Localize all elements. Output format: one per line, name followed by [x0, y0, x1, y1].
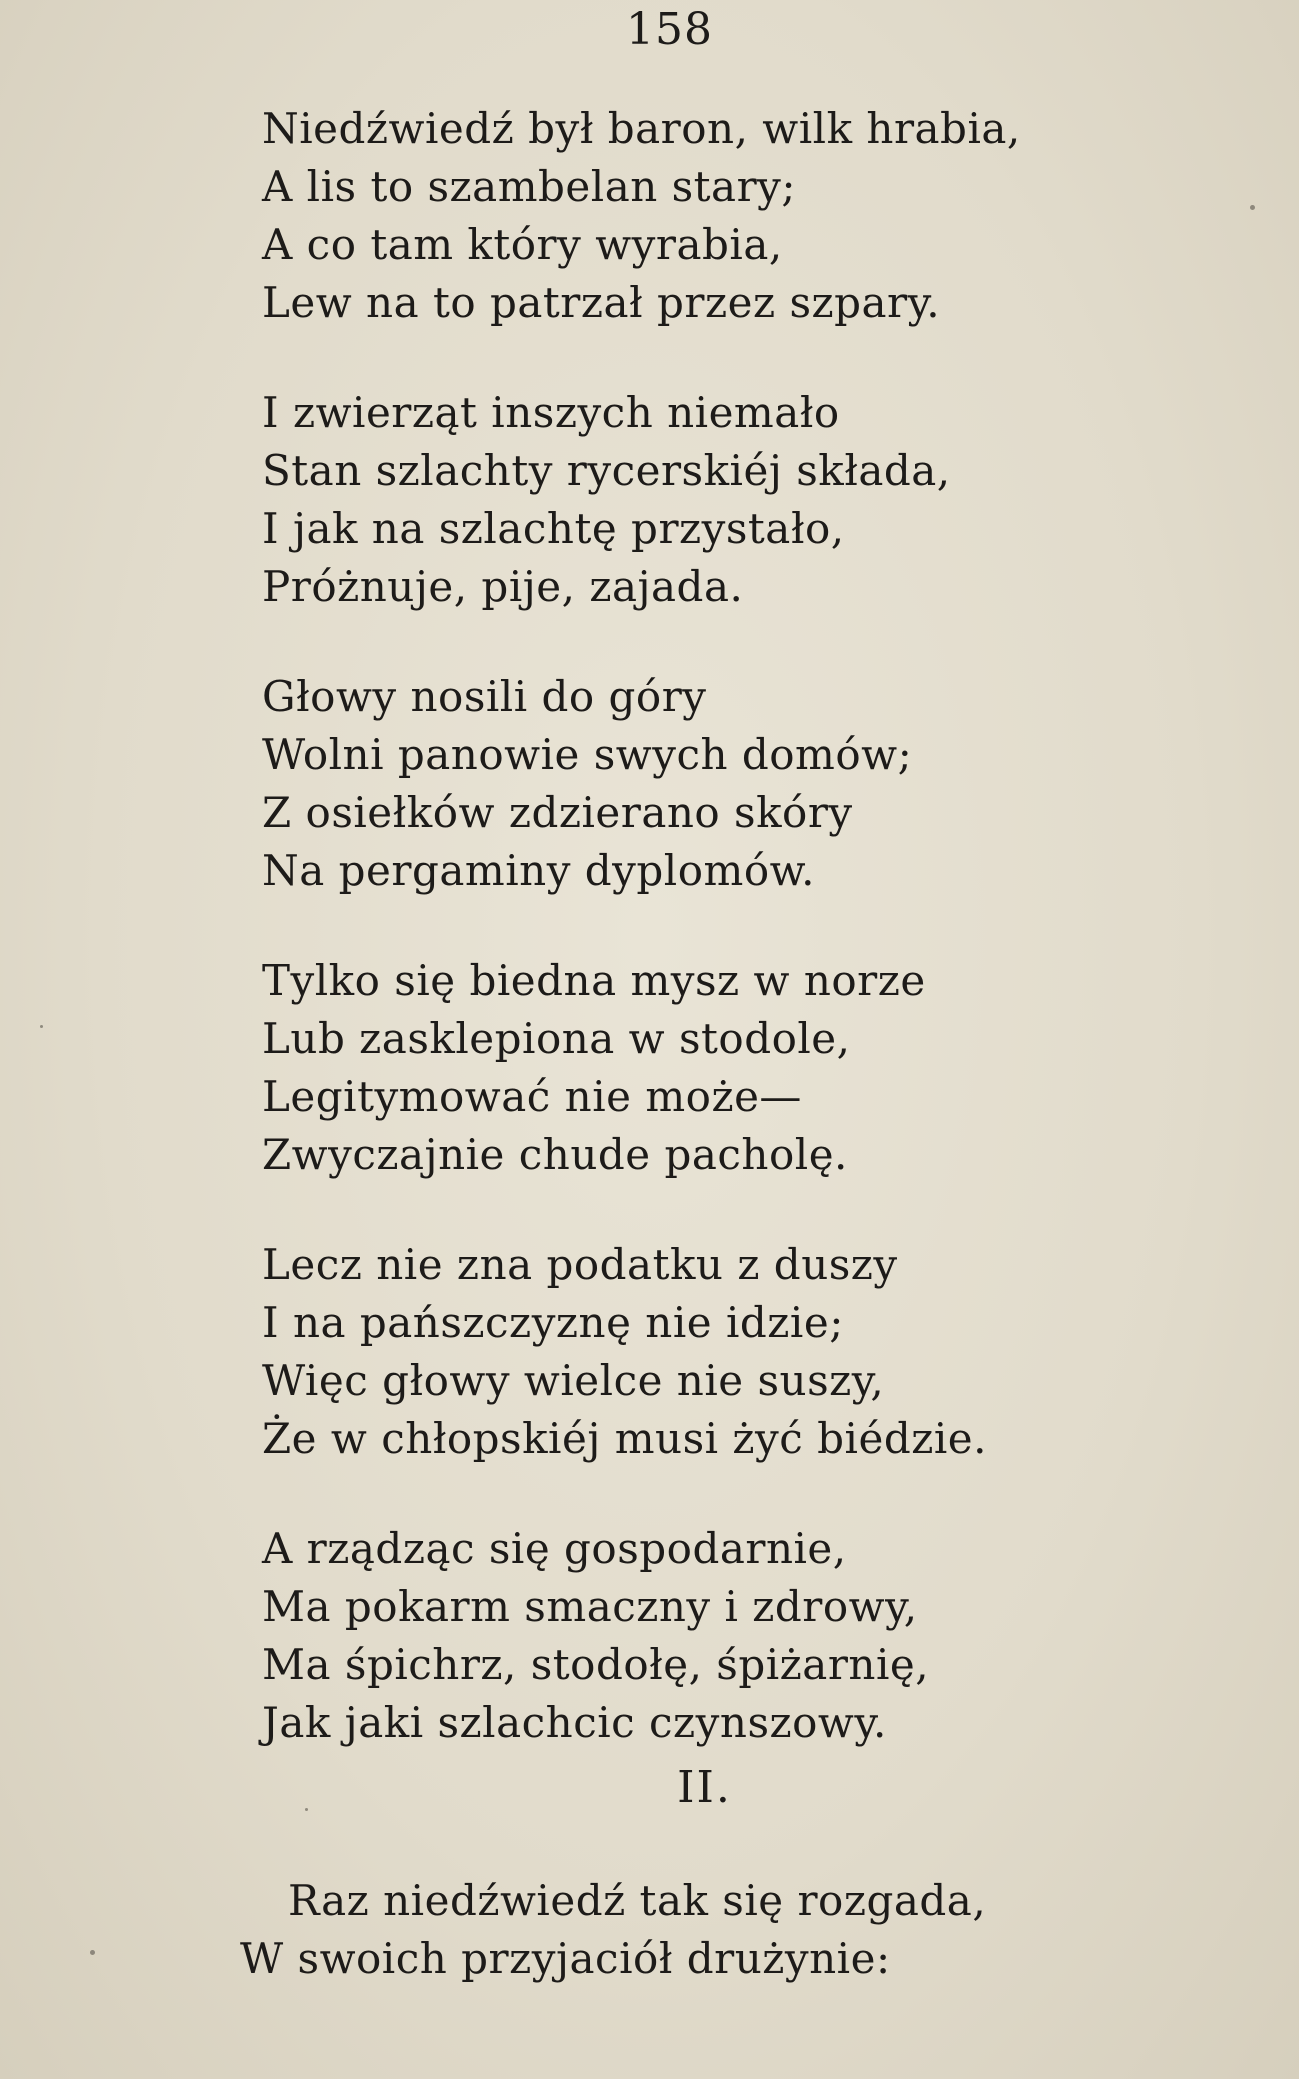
verse-line: Stan szlachty rycerskiéj składa,: [262, 446, 951, 495]
verse-line: Lew na to patrzał przez szpary.: [262, 278, 941, 327]
verse-line: Wolni panowie swych domów;: [262, 730, 913, 779]
stanza-6: [262, 1520, 1062, 1752]
verse-line: Tylko się biedna mysz w norze: [262, 956, 926, 1005]
paper-speck: [40, 1025, 43, 1028]
verse-line: Ma pokarm smaczny i zdrowy,: [262, 1582, 918, 1631]
verse-line: A co tam który wyrabia,: [262, 220, 783, 269]
verse-line: Próżnuje, pije, zajada.: [262, 562, 744, 611]
verse-line: Lub zasklepiona w stodole,: [262, 1014, 851, 1063]
verse-line: I zwierząt inszych niemało: [262, 388, 840, 437]
verse-line: Na pergaminy dyplomów.: [262, 846, 815, 895]
page-number: 158: [626, 4, 713, 55]
stanza-2: [262, 384, 1062, 616]
verse-line: Głowy nosili do góry: [262, 672, 707, 721]
stanza-1: [262, 100, 1062, 332]
verse-line: A rządząc się gospodarnie,: [262, 1524, 847, 1573]
paper-speck: [90, 1950, 95, 1955]
paper-speck: [1250, 205, 1255, 210]
verse-line: Raz niedźwiedź tak się rozgada,: [288, 1876, 987, 1925]
verse-line: Jak jaki szlachcic czynszowy.: [262, 1698, 887, 1747]
verse-line: Lecz nie zna podatku z duszy: [262, 1240, 898, 1289]
stanza-4: [262, 952, 1062, 1184]
verse-line: Z osiełków zdzierano skóry: [262, 788, 853, 837]
verse-line: Zwyczajnie chude pacholę.: [262, 1130, 848, 1179]
verse-line: Legitymować nie może—: [262, 1072, 802, 1121]
stanza-5: [262, 1236, 1062, 1468]
paper-speck: [305, 1808, 308, 1811]
verse-line: I na pańszczyznę nie idzie;: [262, 1298, 844, 1347]
stanza-section-ii: [240, 1872, 1060, 1988]
poem-section-i: [262, 100, 1062, 1804]
verse-line: Ma śpichrz, stodołę, śpiżarnię,: [262, 1640, 930, 1689]
verse-line: Więc głowy wielce nie suszy,: [262, 1356, 885, 1405]
verse-line: I jak na szlachtę przystało,: [262, 504, 845, 553]
stanza-3: [262, 668, 1062, 900]
verse-line: Niedźwiedź był baron, wilk hrabia,: [262, 104, 1021, 153]
verse-line: W swoich przyjaciół drużynie:: [240, 1934, 891, 1983]
verse-line: Że w chłopskiéj musi żyć biédzie.: [262, 1414, 987, 1463]
verse-line: A lis to szambelan stary;: [262, 162, 797, 211]
section-heading: II.: [677, 1762, 732, 1813]
